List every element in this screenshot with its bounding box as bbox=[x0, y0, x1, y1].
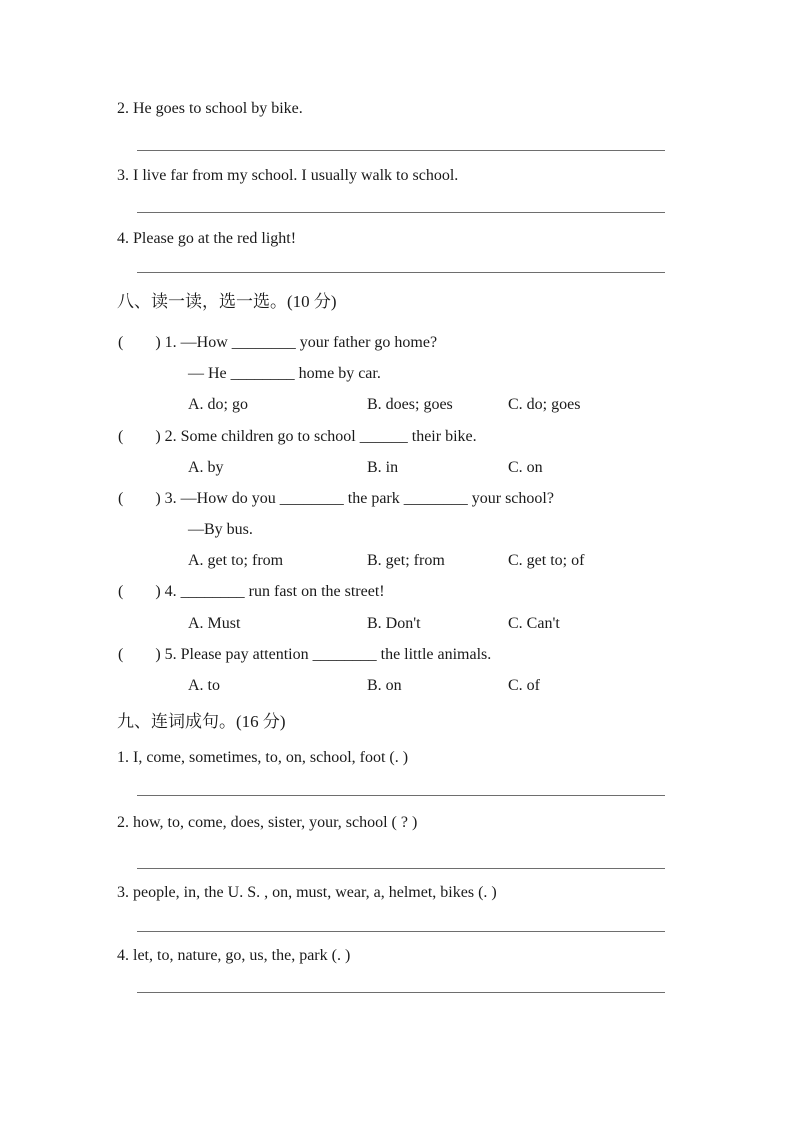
q5-option-b: B. on bbox=[367, 677, 402, 694]
q5-text: ( ) 5. Please pay attention ________ the little animals. bbox=[118, 646, 492, 663]
answer-line bbox=[137, 272, 665, 273]
section-9-heading: 九、连词成句。(16 分) bbox=[117, 712, 286, 731]
q4-option-b: B. Don't bbox=[367, 615, 421, 632]
q1-reply: — He ________ home by car. bbox=[188, 365, 381, 382]
q1-option-c: C. do; goes bbox=[508, 396, 581, 413]
answer-line bbox=[137, 150, 665, 151]
rearrange-item-2: 2. how, to, come, does, sister, your, school ( ? ) bbox=[117, 814, 418, 831]
rearrange-item-4: 4. let, to, nature, go, us, the, park (. ) bbox=[117, 947, 351, 964]
q5-option-a: A. to bbox=[188, 677, 220, 694]
answer-line bbox=[137, 868, 665, 869]
q5-option-c: C. of bbox=[508, 677, 540, 694]
q2-option-b: B. in bbox=[367, 459, 399, 476]
q3-option-a: A. get to; from bbox=[188, 552, 284, 569]
answer-line bbox=[137, 212, 665, 213]
answer-line bbox=[137, 931, 665, 932]
answer-line bbox=[137, 992, 665, 993]
q3-text: ( ) 3. —How do you ________ the park ________ your school? bbox=[118, 490, 554, 507]
q4-option-c: C. Can't bbox=[508, 615, 560, 632]
q2-option-c: C. on bbox=[508, 459, 543, 476]
q1-option-a: A. do; go bbox=[188, 396, 248, 413]
q3-reply: —By bus. bbox=[188, 521, 253, 538]
sentence-3: 3. I live far from my school. I usually walk to school. bbox=[117, 167, 459, 184]
sentence-2: 2. He goes to school by bike. bbox=[117, 100, 303, 117]
rearrange-item-1: 1. I, come, sometimes, to, on, school, foot (. ) bbox=[117, 749, 409, 766]
sentence-4: 4. Please go at the red light! bbox=[117, 230, 297, 247]
q3-option-c: C. get to; of bbox=[508, 552, 585, 569]
q1-text: ( ) 1. —How ________ your father go home? bbox=[118, 334, 438, 351]
q2-option-a: A. by bbox=[188, 459, 224, 476]
q3-option-b: B. get; from bbox=[367, 552, 445, 569]
q4-option-a: A. Must bbox=[188, 615, 241, 632]
q4-text: ( ) 4. ________ run fast on the street! bbox=[118, 583, 385, 600]
answer-line bbox=[137, 795, 665, 796]
q2-text: ( ) 2. Some children go to school ______ their bike. bbox=[118, 428, 477, 445]
rearrange-item-3: 3. people, in, the U. S. , on, must, wear, a, helmet, bikes (. ) bbox=[117, 884, 497, 901]
section-8-heading: 八、读一读，选一选。(10 分) bbox=[117, 292, 337, 311]
q1-option-b: B. does; goes bbox=[367, 396, 453, 413]
